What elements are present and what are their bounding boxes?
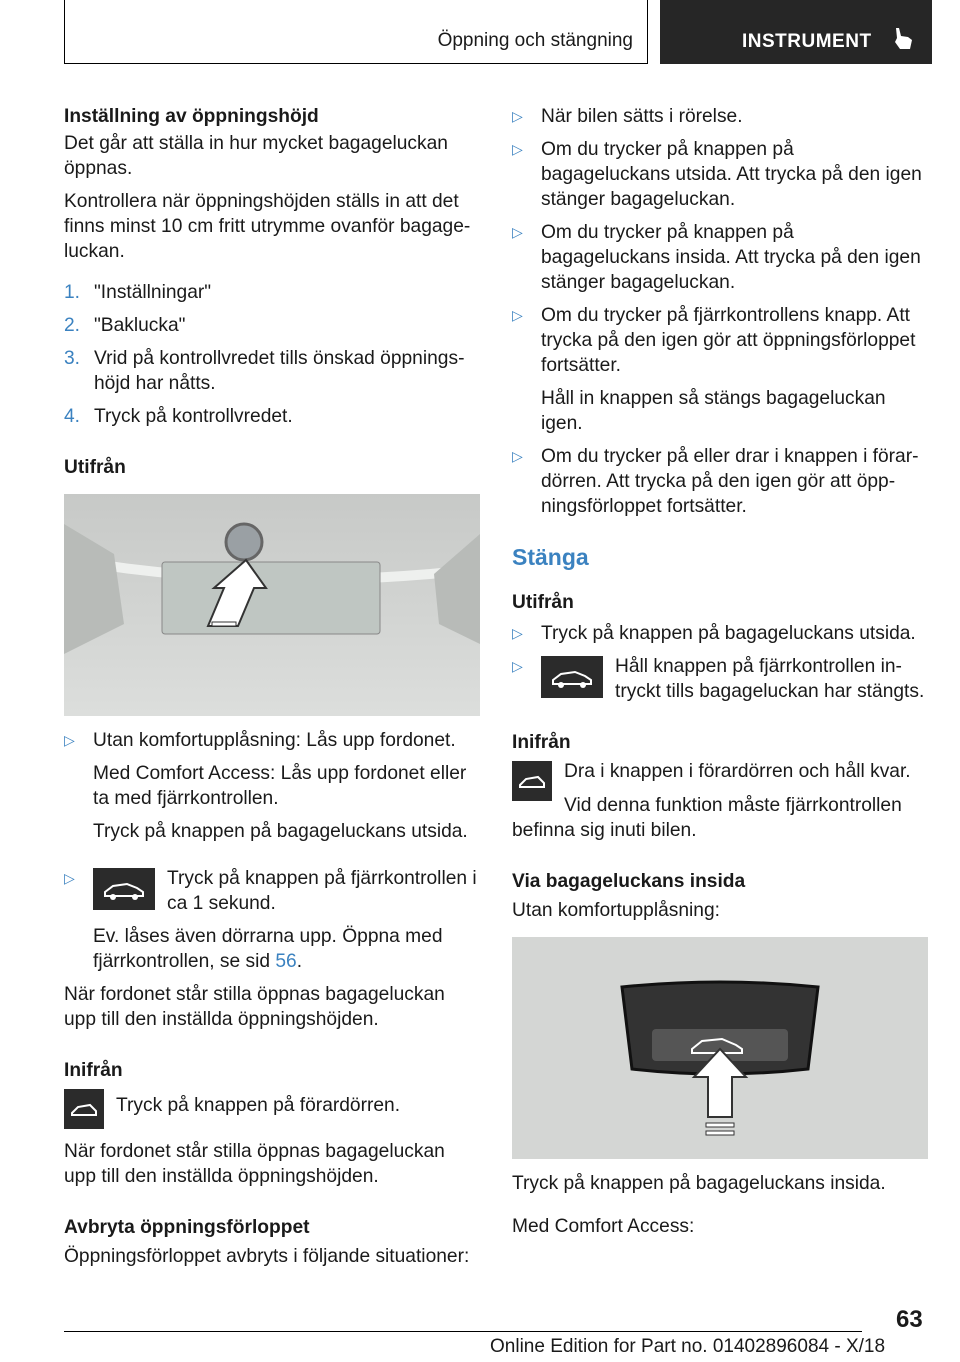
heading-close: Stänga — [512, 544, 589, 570]
bullet-text: Utan komfortupplåsning: Lås upp fordonet. — [93, 730, 456, 751]
paragraph: Det går att ställa in hur mycket bagageluckan öppnas. — [64, 133, 448, 179]
header-frame — [64, 0, 648, 64]
bullet-text-main: Ev. låses även dörrarna upp. Öppna med fjärrkontrollen, se sid — [93, 926, 443, 972]
footer-divider — [64, 1331, 862, 1332]
paragraph: Med Comfort Access: — [512, 1216, 695, 1237]
bullet-triangle-icon: ▷ — [512, 625, 523, 641]
footer-edition: Online Edition for Part no. 01402896084 - X/18 — [490, 1336, 886, 1357]
remote-tailgate-key-icon — [93, 868, 155, 910]
bullet-text: Om du trycker på knappen på bagageluckans utsida. Att trycka på den igen stänger bagageluckan. — [541, 139, 922, 210]
step-text: Vrid på kontrollvredet tills önskad öppningshöjd har nåtts. — [94, 348, 465, 394]
bullet-triangle-icon: ▷ — [512, 108, 523, 124]
door-tailgate-button-icon — [64, 1089, 104, 1129]
heading-via-inside: Via bagageluckans insida — [512, 871, 746, 892]
paragraph: Vid denna funktion måste fjärrkontrollen befinna sig inuti bilen. — [512, 795, 902, 841]
page-number: 63 — [896, 1306, 923, 1333]
chapter-tab-label: INSTRUMENT — [742, 31, 872, 52]
hand-pointer-icon — [892, 26, 914, 52]
bullet-text: Håll knappen på fjärrkontrollen intryckt tills bagageluckan har stängts. — [615, 656, 925, 702]
step-text: "Inställningar" — [94, 282, 212, 303]
page-link[interactable]: 56 — [275, 951, 297, 972]
paragraph: När fordonet står stilla öppnas bagageluckan upp till den inställda öppningshöjden. — [64, 1141, 445, 1187]
bullet-text: Om du trycker på fjärrkontrollens knapp. Att trycka på den igen gör att öppningsförloppet fortsätter. — [541, 305, 916, 376]
section-title: Öppning och stängning — [437, 30, 633, 51]
bullet-text: Tryck på knappen på bagageluckans utsida. — [541, 623, 916, 644]
paragraph: Tryck på knappen på bagageluckans insida. — [512, 1173, 886, 1194]
list-item — [64, 313, 480, 338]
bullet-text: Om du trycker på knappen på bagageluckans insida. Att trycka på den igen stänger bagageluckan. — [541, 222, 921, 293]
bullet-item — [64, 866, 480, 974]
right-column — [512, 104, 928, 1247]
bullet-triangle-icon: ▷ — [512, 141, 523, 157]
step-number: 2. — [64, 315, 81, 336]
heading-inside: Inifrån — [512, 732, 571, 753]
inside-row — [64, 1087, 480, 1129]
list-item — [64, 404, 480, 429]
bullet-triangle-icon: ▷ — [512, 224, 523, 240]
bullet-text: När bilen sätts i rörelse. — [541, 106, 743, 127]
paragraph: Öppningsförloppet avbryts i följande situationer: — [64, 1246, 470, 1267]
heading-cancel-opening: Avbryta öppningsförloppet — [64, 1217, 310, 1238]
bullet-text: Tryck på knappen på fjärrkontrollen i ca 1 sekund. — [167, 868, 477, 914]
step-text: "Baklucka" — [94, 315, 186, 336]
step-number: 3. — [64, 348, 81, 369]
list-item — [64, 280, 480, 305]
bullet-item — [512, 104, 928, 129]
inside-button-photo — [512, 937, 928, 1159]
paragraph: Dra i knappen i förardörren och håll kvar. — [564, 761, 911, 782]
bullet-item — [512, 621, 928, 646]
bullet-text — [93, 924, 480, 974]
heading-outside: Utifrån — [512, 592, 574, 613]
punct: . — [296, 951, 303, 972]
bullet-triangle-icon: ▷ — [512, 448, 523, 464]
bullet-item — [512, 303, 928, 436]
bullet-text: Håll in knappen så stängs bagageluckan igen. — [541, 388, 886, 434]
bullet-text: Tryck på knappen på bagageluckans utsida. — [93, 821, 468, 842]
paragraph: Utan komfortupplåsning: — [512, 900, 720, 921]
paragraph: När fordonet står stilla öppnas bagageluckan upp till den inställda öppningshöjden. — [64, 984, 445, 1030]
heading-inside: Inifrån — [64, 1060, 123, 1081]
tailgate-photo — [64, 494, 480, 716]
bullet-text: Med Comfort Access: Lås upp fordonet eller ta med fjärrkontrollen. — [93, 763, 467, 809]
bullet-item — [512, 137, 928, 212]
remote-tailgate-key-icon — [541, 656, 603, 698]
step-text: Tryck på kontrollvredet. — [94, 406, 293, 427]
left-column — [64, 104, 480, 1277]
heading-outside: Utifrån — [64, 457, 126, 478]
bullet-item — [512, 654, 928, 704]
door-tailgate-button-icon — [512, 761, 552, 801]
bullet-triangle-icon: ▷ — [512, 658, 523, 674]
bullet-item — [512, 444, 928, 519]
heading-opening-height: Inställning av öppningshöjd — [64, 106, 319, 127]
bullet-text: Om du trycker på eller drar i knappen i förardörren. Att trycka på den igen gör att öppningsförloppet fortsätter. — [541, 446, 919, 517]
step-number: 4. — [64, 406, 81, 427]
chapter-tab[interactable] — [660, 0, 932, 64]
paragraph: Kontrollera när öppningshöjden ställs in att det finns minst 10 cm fritt utrymme ovanför bagageluckan. — [64, 191, 471, 262]
steps-list — [64, 280, 480, 429]
bullet-triangle-icon: ▷ — [64, 870, 75, 886]
inside-text: Tryck på knappen på förardörren. — [116, 1095, 401, 1116]
bullet-triangle-icon: ▷ — [512, 307, 523, 323]
bullet-item — [64, 728, 480, 844]
list-item — [64, 346, 480, 396]
bullet-triangle-icon: ▷ — [64, 732, 75, 748]
bullet-item — [512, 220, 928, 295]
step-number: 1. — [64, 282, 81, 303]
